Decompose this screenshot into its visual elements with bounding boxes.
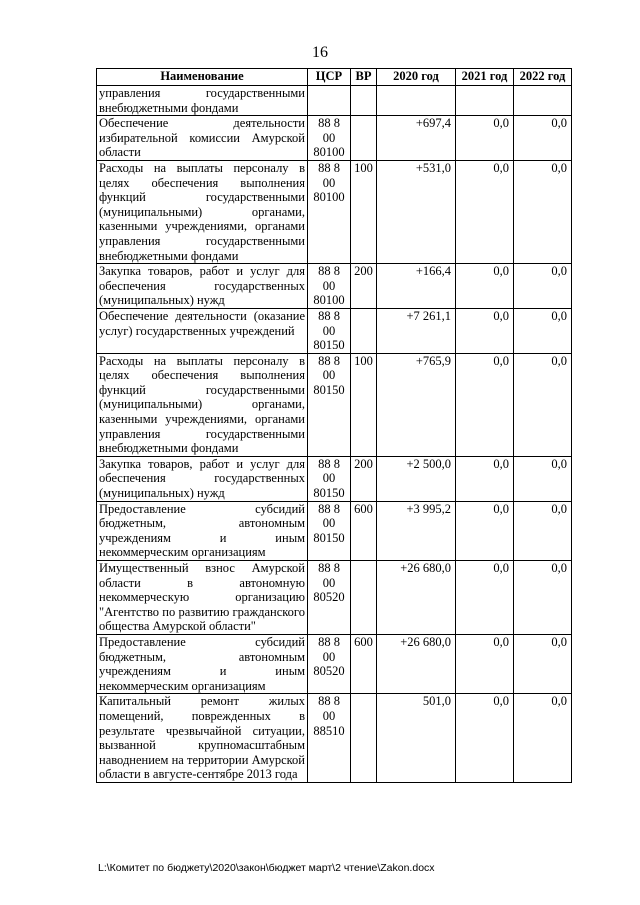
row-2022: 0,0	[514, 353, 572, 456]
row-2020	[377, 86, 456, 116]
row-2021: 0,0	[456, 264, 514, 309]
row-vr	[351, 308, 377, 353]
table-header-row	[97, 69, 572, 86]
row-2022: 0,0	[514, 308, 572, 353]
row-2021: 0,0	[456, 561, 514, 635]
row-2020: +7 261,1	[377, 308, 456, 353]
row-2021: 0,0	[456, 634, 514, 693]
header-csr: ЦСР	[308, 69, 351, 86]
row-2022: 0,0	[514, 561, 572, 635]
table-row	[97, 86, 572, 116]
row-2020: +166,4	[377, 264, 456, 309]
row-csr: 88 8 00 88510	[308, 694, 351, 783]
row-2021: 0,0	[456, 501, 514, 560]
header-2022: 2022 год	[514, 69, 572, 86]
row-name: Расходы на выплаты персоналу в целях обеспечения выполнения функций государственными (муниципальными) органами, казенными учреждениями, органами управления государственными внебюджетными фондами	[97, 353, 308, 456]
row-vr: 600	[351, 501, 377, 560]
header-2020: 2020 год	[377, 69, 456, 86]
row-2020: +3 995,2	[377, 501, 456, 560]
row-name: Закупка товаров, работ и услуг для обеспечения государственных (муниципальных) нужд	[97, 456, 308, 501]
table-row	[97, 160, 572, 263]
row-csr: 88 8 00 80150	[308, 353, 351, 456]
row-name: Капитальный ремонт жилых помещений, поврежденных в результате чрезвычайной ситуации, вызванной крупномасштабным наводнением на территории Амурской области в августе-сентябре 2013 года	[97, 694, 308, 783]
table-row	[97, 264, 572, 309]
row-2020: +2 500,0	[377, 456, 456, 501]
row-2022: 0,0	[514, 456, 572, 501]
row-csr: 88 8 00 80100	[308, 116, 351, 161]
table-row	[97, 634, 572, 693]
row-csr: 88 8 00 80100	[308, 264, 351, 309]
table-row	[97, 501, 572, 560]
row-2022	[514, 86, 572, 116]
row-csr: 88 8 00 80520	[308, 634, 351, 693]
row-2020: +26 680,0	[377, 561, 456, 635]
table-row	[97, 116, 572, 161]
row-csr: 88 8 00 80100	[308, 160, 351, 263]
table-row	[97, 308, 572, 353]
row-vr: 100	[351, 353, 377, 456]
row-name: Предоставление субсидий бюджетным, автономным учреждениям и иным некоммерческим организациям	[97, 501, 308, 560]
row-vr	[351, 561, 377, 635]
row-2020: +697,4	[377, 116, 456, 161]
row-2021	[456, 86, 514, 116]
row-name: Предоставление субсидий бюджетным, автономным учреждениям и иным некоммерческим организациям	[97, 634, 308, 693]
row-name: Обеспечение деятельности (оказание услуг) государственных учреждений	[97, 308, 308, 353]
header-2021: 2021 год	[456, 69, 514, 86]
table-row	[97, 353, 572, 456]
row-name: Закупка товаров, работ и услуг для обеспечения государственных (муниципальных) нужд	[97, 264, 308, 309]
header-name: Наименование	[97, 69, 308, 86]
row-vr: 600	[351, 634, 377, 693]
row-2020: +531,0	[377, 160, 456, 263]
row-csr	[308, 86, 351, 116]
row-csr: 88 8 00 80150	[308, 501, 351, 560]
row-2021: 0,0	[456, 694, 514, 783]
row-2021: 0,0	[456, 353, 514, 456]
row-2021: 0,0	[456, 456, 514, 501]
row-csr: 88 8 00 80520	[308, 561, 351, 635]
row-2022: 0,0	[514, 634, 572, 693]
row-2022: 0,0	[514, 694, 572, 783]
row-vr	[351, 694, 377, 783]
row-vr: 200	[351, 456, 377, 501]
row-csr: 88 8 00 80150	[308, 308, 351, 353]
table-row	[97, 561, 572, 635]
budget-table	[96, 68, 572, 783]
row-2022: 0,0	[514, 264, 572, 309]
row-2021: 0,0	[456, 160, 514, 263]
row-vr	[351, 116, 377, 161]
table-row	[97, 456, 572, 501]
row-name: Имущественный взнос Амурской области в автономную некоммерческую организацию "Агентство по развитию гражданского общества Амурской области"	[97, 561, 308, 635]
footer-file-path: L:\Комитет по бюджету\2020\закон\бюджет март\2 чтение\Zakon.docx	[98, 862, 435, 874]
row-2020: +765,9	[377, 353, 456, 456]
row-2021: 0,0	[456, 116, 514, 161]
row-2020: 501,0	[377, 694, 456, 783]
row-vr	[351, 86, 377, 116]
row-name: управления государственными внебюджетными фондами	[97, 86, 308, 116]
header-vr: ВР	[351, 69, 377, 86]
row-2022: 0,0	[514, 116, 572, 161]
row-2020: +26 680,0	[377, 634, 456, 693]
row-name: Расходы на выплаты персоналу в целях обеспечения выполнения функций государственными (муниципальными) органами, казенными учреждениями, органами управления государственными внебюджетными фондами	[97, 160, 308, 263]
row-vr: 200	[351, 264, 377, 309]
row-csr: 88 8 00 80150	[308, 456, 351, 501]
row-2022: 0,0	[514, 160, 572, 263]
row-name: Обеспечение деятельности избирательной комиссии Амурской области	[97, 116, 308, 161]
table-row	[97, 694, 572, 783]
page-number: 16	[312, 44, 328, 61]
row-2021: 0,0	[456, 308, 514, 353]
row-vr: 100	[351, 160, 377, 263]
row-2022: 0,0	[514, 501, 572, 560]
